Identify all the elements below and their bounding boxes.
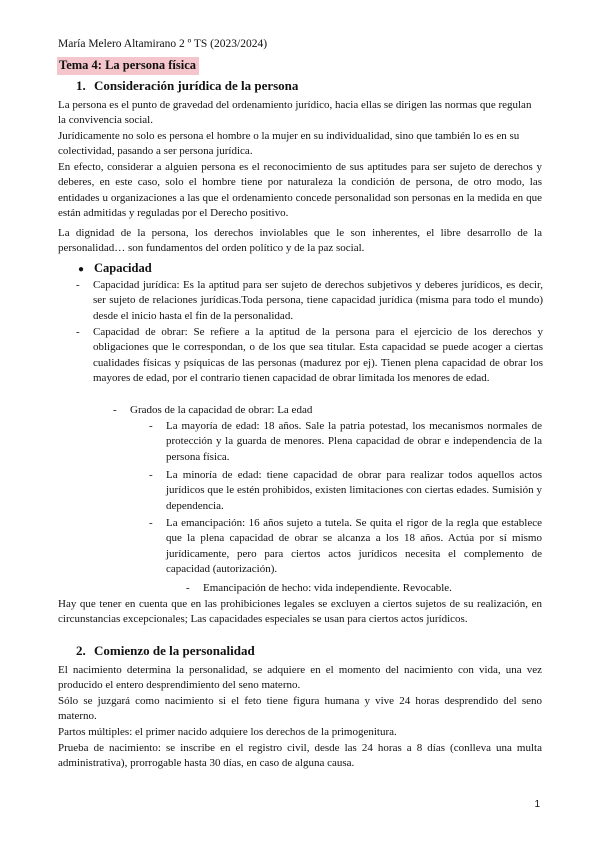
comienzo-paragraph-3: Partos múltiples: el primer nacido adquiere los derechos de la primogenitura. (58, 726, 397, 738)
section-1-title: Consideración jurídica de la persona (94, 78, 299, 93)
intro-paragraph-4: La dignidad de la persona, los derechos inviolables que le son inherentes, el libre desarrollo de la personalidad… son fundamentos del orden político y de la paz social. (58, 227, 542, 255)
intro-paragraph-3: En efecto, considerar a alguien persona es el reconocimiento de sus aptitudes para ser sujeto de derechos y deberes, en este caso, solo el hombre tiene por naturaleza la condición de persona, de otro modo, las entidades u organizaciones a las que el ordenamiento concede personalidad son personas en la medida en que están admitidas y reguladas por el Derecho positivo. (58, 161, 542, 219)
dash-marker: - (149, 420, 153, 432)
capacidad-closing-paragraph: Hay que tener en cuenta que en las prohibiciones legales se excluyen a ciertos sujetos de su realización, en circunstancias excepcionales; Las capacidades especiales se usan para ciertos actos jurídicos. (58, 598, 542, 626)
emancipacion-hecho-item: Emancipación de hecho: vida independiente. Revocable. (203, 582, 452, 594)
page-number: 1 (534, 799, 540, 810)
comienzo-paragraph-1: El nacimiento determina la personalidad, se adquiere en el momento del nacimiento con vida, una vez producido el entero desprendimiento del seno materno. (58, 664, 542, 692)
dash-marker: - (76, 279, 80, 291)
minoria-edad-item: La minoría de edad: tiene capacidad de obrar para realizar todos aquellos actos jurídicos que le estén prohibidos, existen limitaciones con ciertas edades. Sumisión y dependencia. (166, 469, 542, 512)
topic-title: Tema 4: La persona física (57, 57, 199, 75)
section-2-number: 2. (76, 643, 86, 658)
section-2-heading (76, 643, 255, 659)
author-header: María Melero Altamirano 2 º TS (2023/2024) (58, 38, 268, 50)
dash-marker: - (76, 326, 80, 338)
capacidad-obrar-item: Capacidad de obrar: Se refiere a la aptitud de la persona para el ejercicio de los derechos y obligaciones que le correspondan, o de los que sea titular. Esta capacidad se puede acoger a ciertas cualidades físicas y psíquicas de las personas (madurez por ej). Tienen plena capacidad de obrar los mayores de edad, por el contrario tienen capacidad de obrar limitada los menores de edad. (93, 326, 543, 384)
section-1-number: 1. (76, 78, 86, 93)
intro-paragraph-1: La persona es el punto de gravedad del ordenamiento jurídico, hacia ellas se dirigen las normas que regulan la convivencia social. (58, 99, 532, 127)
intro-paragraph-2: Jurídicamente no solo es persona el hombre o la mujer en su individualidad, sino que también lo es en su colectividad, pasando a ser persona jurídica. (58, 130, 520, 158)
capacidad-title: Capacidad (94, 261, 152, 275)
grados-title: Grados de la capacidad de obrar: La edad (130, 404, 313, 416)
emancipacion-item: La emancipación: 16 años sujeto a tutela. Se quita el rigor de la regla que establece que la plena capacidad de obrar se alcanza a los 18 años. Actúa por sí mismo jurídicamente, pero para ciertos actos jurídicos necesita el complemento de capacidad (autorización). (166, 517, 542, 575)
dash-marker: - (186, 582, 190, 594)
capacidad-juridica-item: Capacidad jurídica: Es la aptitud para ser sujeto de derechos subjetivos y deberes jurídicos, es decir, ser sujeto de relaciones jurídicas.Toda persona, tiene capacidad jurídica (misma para todo el mundo) desde el inicio hasta el fin de la personalidad. (93, 279, 543, 322)
mayoria-edad-item: La mayoría de edad: 18 años. Sale la patria potestad, los mecanismos normales de protección y la guarda de menores. Plena capacidad de obrar e independencia de la persona física. (166, 420, 542, 463)
capacidad-heading (78, 261, 152, 276)
comienzo-paragraph-4: Prueba de nacimiento: se inscribe en el registro civil, desde las 24 horas a 8 días (conlleva una multa administrativa), prorrogable hasta 30 días, en caso de alguna causa. (58, 742, 542, 770)
comienzo-paragraph-2: Sólo se juzgará como nacimiento si el feto tiene figura humana y vive 24 horas desprendido del seno materno. (58, 695, 542, 723)
dash-marker: - (113, 404, 117, 416)
section-2-title: Comienzo de la personalidad (94, 643, 255, 658)
section-1-heading (76, 78, 298, 94)
dash-marker: - (149, 517, 153, 529)
bullet-icon: ● (78, 264, 85, 275)
dash-marker: - (149, 469, 153, 481)
